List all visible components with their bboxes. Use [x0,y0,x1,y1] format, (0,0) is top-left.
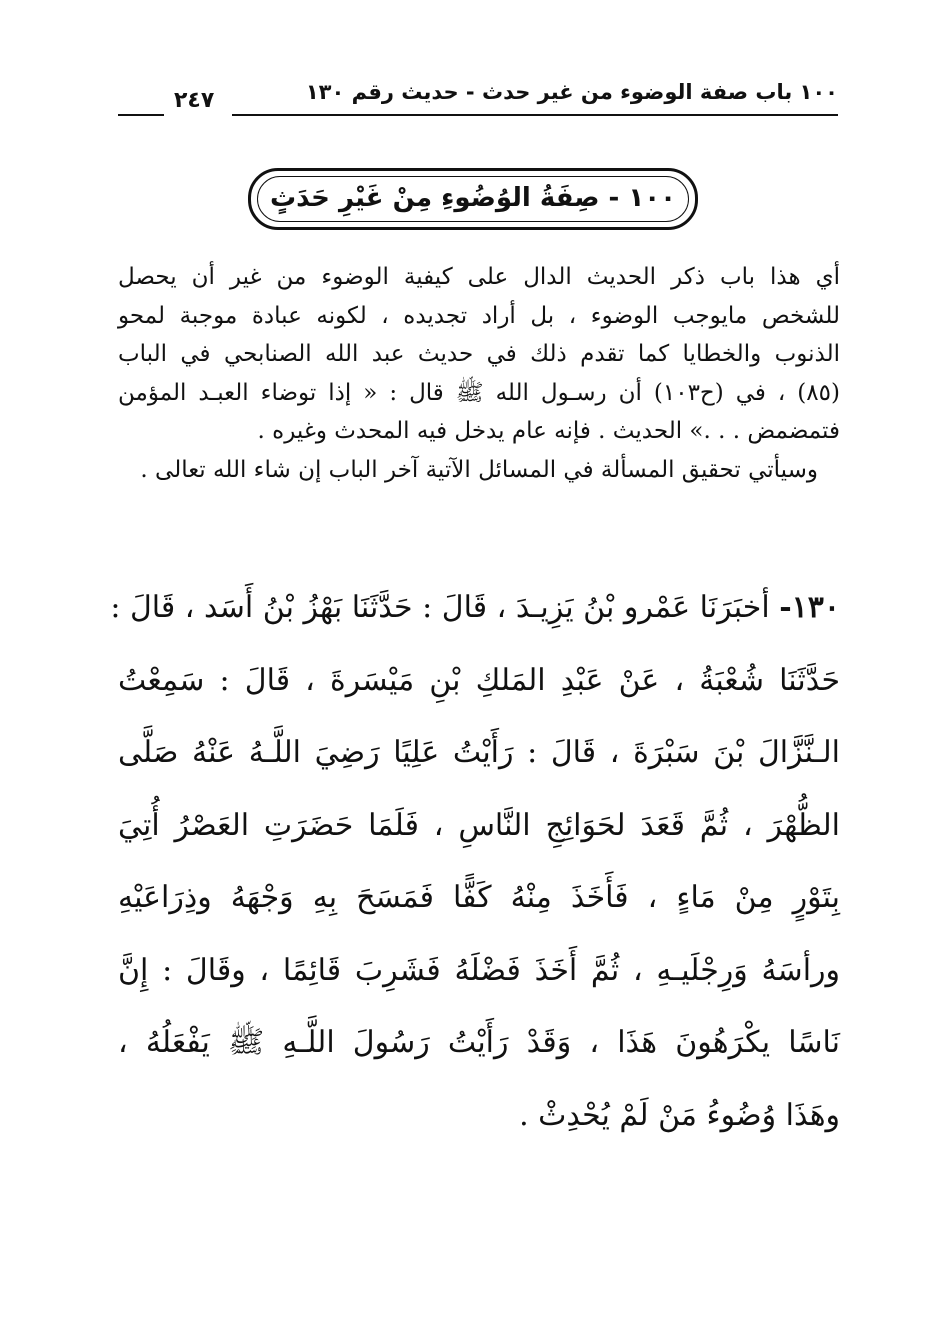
hadith-line-text: أخبَرَنَا عَمْرو بْنُ يَزِيـدَ ، قَالَ : حَدَّثَنَا بَهْزُ بْنُ أَسَد ، قَالَ : [110,590,770,625]
commentary-line: للشخص مايوجب الوضوء ، بل أراد تجديده ، لكونه عبادة موجبة لمحو [118,302,840,329]
running-header [118,80,838,122]
hadith-line [110,572,840,645]
commentary-line: الذنوب والخطايا كما تقدم ذلك في حديث عبد الله الصنابحي في الباب [118,341,840,367]
hadith-line: حَدَّثَنَا شُعْبَةُ ، عَنْ عَبْدِ المَلكِ بْنِ مَيْسَرةَ ، قَالَ : سَمِعْتُ [118,662,840,698]
hadith-text [110,572,840,1152]
chapter-title: ١٠٠ - صِفَةُ الوُضُوءِ مِنْ غَيْرِ حَدَثٍ [270,183,676,213]
hadith-line: الظُّهْرَ ، ثُمَّ قَعَدَ لحَوَائِجِ النَّاسِ ، فَلَمَا حَضَرَتِ العَصْرُ أُتِيَ [118,807,840,843]
chapter-title-frame [248,168,698,230]
commentary-line: وسيأتي تحقيق المسألة في المسائل الآتية آخر الباب إن شاء الله تعالى . [140,456,818,483]
page-number: ٢٤٧ [174,88,215,113]
hadith-line: ورأسَهُ وَرِجْلَيـهِ ، ثُمَّ أَخَذَ فَضْلَهُ فَشَرِبَ قَائِمًا ، وقَالَ : إِنَّ [118,952,840,988]
hadith-line: الـنَّزَّالَ بْنَ سَبْرَةَ ، قَالَ : رَأَيْتُ عَلِيًا رَضِيَ اللَّـهُ عَنْهُ صَلَّى [118,735,840,770]
commentary-line: (٨٥) ، في (ح١٠٣) أن رسـول الله ﷺ قال : « إذا توضاء العبـد المؤمن [118,379,840,406]
commentary-paragraph [118,258,840,489]
commentary-line: أي هذا باب ذكر الحديث الدال على كيفية الوضوء من غير أن يحصل [118,264,840,290]
commentary-line: فتمضمض . . .» الحديث . فإنه عام يدخل فيه المحدث وغيره . [257,418,840,444]
hadith-line: بِتَوْرٍ مِنْ مَاءٍ ، فَأَخَذَ مِنْهُ كَفًّا فَمَسَحَ بِهِ وَجْهَهُ وذِرَاعَيْهِ [118,880,840,915]
hadith-number: ١٣٠- [779,590,840,625]
running-header-title: ١٠٠ باب صفة الوضوء من غير حدث - حديث رقم ١٣٠ [305,80,838,104]
hadith-line: وهَذَا وُضُوءُ مَنْ لَمْ يُحْدِثْ . [519,1097,840,1133]
hadith-line: نَاسًا يكْرَهُونَ هَذَا ، وَقَدْ رَأَيْتُ رَسُولَ اللَّـهِ ﷺ يَفْعَلُهُ ، [118,1025,840,1060]
